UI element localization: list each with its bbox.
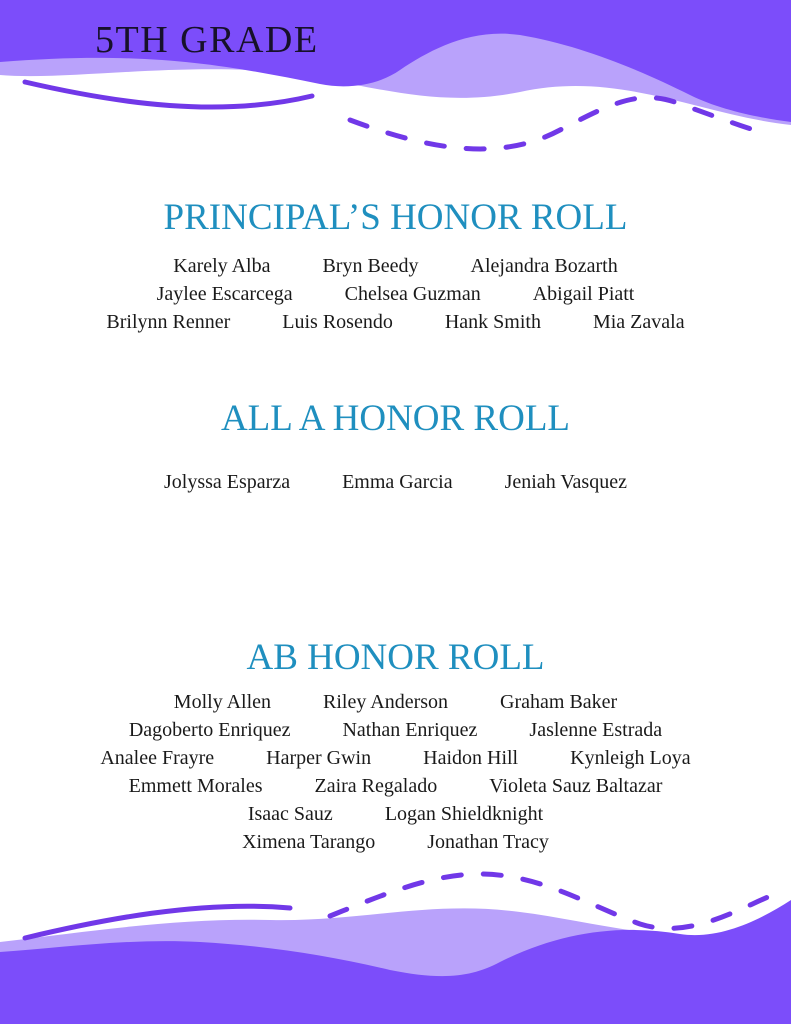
student-name: Analee Frayre — [100, 747, 215, 770]
student-name: Haidon Hill — [423, 747, 519, 770]
student-name: Brilynn Renner — [106, 311, 231, 334]
student-name: Jolyssa Esparza — [164, 471, 291, 494]
name-list — [0, 252, 791, 336]
student-name: Nathan Enriquez — [342, 719, 478, 742]
student-name: Luis Rosendo — [282, 311, 393, 334]
section-title: AB HONOR ROLL — [246, 637, 545, 678]
ab-honor-roll-section — [0, 636, 791, 856]
name-list — [0, 688, 791, 856]
all-a-honor-roll-section — [0, 397, 791, 496]
student-name: Hank Smith — [444, 311, 541, 334]
student-name: Zaira Regalado — [314, 775, 438, 798]
name-row — [0, 828, 791, 856]
student-name: Bryn Beedy — [322, 255, 419, 278]
student-name: Dagoberto Enriquez — [128, 719, 291, 742]
student-name: Chelsea Guzman — [344, 283, 481, 306]
name-row — [0, 468, 791, 496]
student-name: Jaslenne Estrada — [529, 719, 663, 742]
name-row — [0, 772, 791, 800]
student-name: Harper Gwin — [266, 747, 372, 770]
student-name: Alejandra Bozarth — [470, 255, 618, 278]
name-row — [0, 252, 791, 280]
student-name: Ximena Tarango — [242, 831, 376, 854]
student-name: Emma Garcia — [342, 471, 453, 494]
section-title: ALL A HONOR ROLL — [220, 398, 571, 439]
student-name: Jaylee Escarcega — [156, 283, 293, 306]
top-solid-line — [25, 82, 312, 107]
student-name: Isaac Sauz — [247, 803, 333, 826]
student-name: Jonathan Tracy — [427, 831, 549, 854]
grade-title: 5TH GRADE — [95, 19, 319, 61]
name-row — [0, 800, 791, 828]
student-name: Emmett Morales — [128, 775, 263, 798]
student-name: Molly Allen — [173, 691, 272, 714]
name-row — [0, 280, 791, 308]
student-name: Riley Anderson — [323, 691, 449, 714]
student-name: Violeta Sauz Baltazar — [489, 775, 663, 798]
student-name: Karely Alba — [173, 255, 271, 278]
name-list — [0, 468, 791, 496]
student-name: Graham Baker — [500, 691, 618, 714]
bottom-wave-decoration — [0, 860, 791, 1024]
principals-honor-roll-section — [0, 196, 791, 336]
student-name: Kynleigh Loya — [570, 747, 691, 770]
student-name: Logan Shieldknight — [384, 803, 544, 826]
student-name: Mia Zavala — [592, 311, 685, 334]
name-row — [0, 308, 791, 336]
name-row — [0, 716, 791, 744]
name-row — [0, 688, 791, 716]
section-title: PRINCIPAL’S HONOR ROLL — [163, 197, 628, 238]
name-row — [0, 744, 791, 772]
student-name: Jeniah Vasquez — [504, 471, 627, 494]
student-name: Abigail Piatt — [532, 283, 635, 306]
